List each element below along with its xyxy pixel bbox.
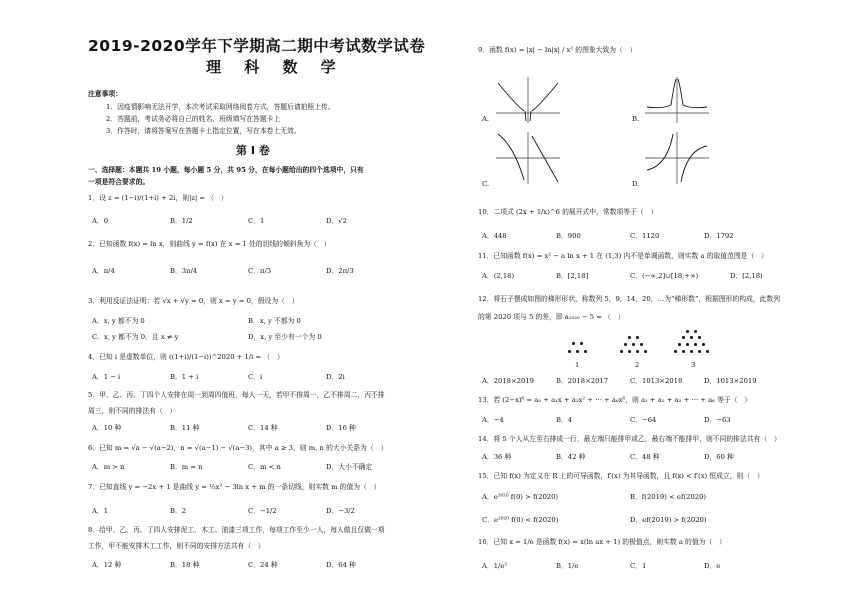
question-stem: 16．已知 x = 1/e 是函数 f(x) = x(ln ax + 1) 的极值点，则实数 a 的值为（ ） — [478, 538, 726, 546]
option: A．π/4 — [92, 267, 115, 275]
option: B．11 种 — [170, 424, 200, 432]
option: A．−4 — [482, 416, 504, 424]
option: D．[2,18) — [730, 272, 763, 280]
question-stem-cont: 周三，则不同的排法有（ ） — [88, 407, 177, 415]
option: C．π/3 — [248, 267, 272, 275]
graph-option-a — [494, 75, 562, 125]
question-stem-cont: 工作，甲不能安排木工工作，则不同的安排方法共有（ ） — [88, 542, 265, 550]
question-stem: 7．已知直线 y = −2x + 1 是曲线 y = ½x² − 3ln x + m 的一条切线，则实数 m 的值为（ ） — [88, 483, 381, 491]
note-item: 1．因疫情影响无法开学，本次考试采取网络阅卷方式，答题后请拍照上传。 — [106, 103, 335, 111]
option: C．1 — [248, 217, 265, 225]
question-stem: 13．若 (2−x)⁶ = a₀ + a₁x + a₂x² + ⋯ + a₆x⁶，则 a₁ + a₂ + a₃ + ⋯ + a₆ 等于（ ） — [478, 396, 752, 404]
option: D．16 种 — [326, 424, 356, 432]
option: A．e²⁰²⁰ f(0) > f(2020) — [482, 493, 559, 501]
graph-option-b — [643, 75, 711, 125]
question-stem: 1．设 z = (1−i)/(1+i) + 2i，则|z| = （ ） — [88, 194, 228, 202]
graph-option-c — [494, 130, 562, 186]
option: B．f(2019) < ef(2020) — [630, 493, 707, 501]
option: A．m > n — [92, 463, 125, 471]
option: C. — [482, 180, 490, 188]
trapezoid-stones-figure — [566, 336, 726, 372]
option: D．ef(2019) > f(2020) — [630, 516, 707, 524]
option: D．x, y 至少有一个为 0 — [248, 333, 322, 341]
option: D．大小不确定 — [326, 463, 373, 471]
option: D. — [632, 180, 640, 188]
section-instruction: 一项是符合要求的。 — [88, 178, 150, 186]
notes-heading: 注意事项： — [88, 90, 122, 98]
option: B．3π/4 — [170, 267, 198, 275]
option: C．−1/2 — [248, 507, 277, 515]
option: B．900 — [556, 232, 581, 240]
figure-label: 1 — [575, 361, 580, 369]
note-item: 2．答题前，考试务必将自己的姓名、班级填写在答题卡上 — [106, 115, 281, 123]
option: A．10 种 — [92, 424, 122, 432]
figure-label: 2 — [635, 361, 640, 369]
question-stem: 10．二项式 (2x + 1/x)^6 的展开式中，常数项等于（ ） — [478, 208, 658, 216]
section-instruction: 一、选择题：本题共 19 小题，每小题 5 分，共 95 分，在每小题给出的四个选项中，只有 — [88, 166, 364, 174]
option: C．24 种 — [248, 561, 278, 569]
graph-option-d — [643, 130, 711, 186]
option: D．−63 — [704, 416, 731, 424]
question-stem: 9．函数 f(x) = |x| − ln|x| / x² 的图象大致为（ ） — [478, 46, 637, 54]
option: A. — [482, 115, 490, 123]
question-stem: 12．将石子摆成如图的梯形形状，称数列 5，9，14，20，…为“梯形数”，根据图形的构成，此数列 — [478, 295, 780, 303]
question-stem: 6．已知 m = √a − √(a−2)，n = √(a−1) − √(a−3)，其中 a ≥ 3，则 m, n 的大小关系为（ ） — [88, 444, 388, 452]
option: B．4 — [556, 416, 573, 424]
section-heading: 第 I 卷 — [236, 144, 270, 157]
option: A．1 − i — [92, 373, 121, 381]
option: C．48 种 — [630, 453, 660, 461]
option: B．2018×2017 — [556, 377, 609, 385]
option: D．64 种 — [326, 561, 356, 569]
option: A．1 — [92, 507, 109, 515]
exam-subtitle: 理 科 数 学 — [206, 58, 345, 76]
option: B. — [632, 115, 640, 123]
option: D．−3/2 — [326, 507, 355, 515]
figure-label: 3 — [691, 361, 696, 369]
option: C．e²⁰²⁰ f(0) < f(2020) — [482, 516, 559, 524]
question-stem: 11．已知函数 f(x) = x² − a ln x + 1 在 (1,3) 内不是单调函数，则实数 a 的取值范围是（ ） — [478, 252, 768, 260]
question-stem: 14．将 5 个人从左至右排成一行，最左端只能排甲或乙，最右端不能排甲，则不同的排法共有（ ） — [478, 435, 781, 443]
option: C．1 — [630, 562, 647, 570]
question-stem: 15．已知 f(x) 为定义在 R 上的可导函数，f′(x) 为其导函数，且 f(x) < f′(x) 恒成立，则（ ） — [478, 472, 764, 480]
option: C．m < n — [248, 463, 281, 471]
option: B．1/2 — [170, 217, 193, 225]
option: B．1 + i — [170, 373, 199, 381]
option: D．e — [704, 562, 721, 570]
option: C．i — [248, 373, 263, 381]
option: A．448 — [482, 232, 507, 240]
note-item: 3．作答时，请将答案写在答题卡上指定位置，写在本卷上无效。 — [106, 127, 301, 135]
option: A．1/e² — [482, 562, 508, 570]
option: A．36 种 — [482, 453, 512, 461]
option: B．m = n — [170, 463, 203, 471]
option: D．2i — [326, 373, 345, 381]
option: B．42 种 — [556, 453, 586, 461]
option: C．−64 — [630, 416, 657, 424]
option: B．1/e — [556, 562, 579, 570]
question-stem: 3．利用反证法证明：若 √x + √y = 0，则 x = y = 0，假设为（ ） — [88, 297, 299, 305]
option: A．12 种 — [92, 561, 122, 569]
option: C．(−∞,2]∪[18,+∞) — [630, 272, 699, 280]
question-stem: 4．已知 i 是虚数单位，则 ((1+i)/(1−i))^2020 + 1/i = （ ） — [88, 353, 284, 361]
option: D．√2 — [326, 217, 347, 225]
option: B．18 种 — [170, 561, 200, 569]
question-stem-cont: 的第 2020 项与 5 的差，即 a₂₀₂₀ − 5 = （ ） — [478, 313, 625, 321]
option: C．1120 — [630, 232, 660, 240]
option: B．2 — [170, 507, 187, 515]
option: C．1013×2018 — [630, 377, 683, 385]
option: D．1013×2019 — [704, 377, 757, 385]
option: D．1792 — [704, 232, 734, 240]
question-stem: 5．甲、乙、丙、丁四个人安排在周一到周四值班，每人一天，若甲不排周一，乙不排周二，丙不排 — [88, 391, 385, 399]
option: C．x, y 都不为 0，且 x ≠ y — [92, 333, 179, 341]
option: A．2018×2019 — [482, 377, 534, 385]
option: D．2π/3 — [326, 267, 354, 275]
exam-title: 2019-2020学年下学期高二期中考试数学试卷 — [88, 37, 426, 55]
question-stem: 2．已知函数 f(x) = ln x，则曲线 y = f(x) 在 x = 1 处的切线的倾斜角为（ ） — [88, 240, 331, 248]
option: B．[2,18] — [556, 272, 589, 280]
option: A．(2,18) — [482, 272, 515, 280]
option: D．60 种 — [704, 453, 734, 461]
option: C．14 种 — [248, 424, 278, 432]
question-stem: 8．给甲、乙、丙、丁四人安排泥工、木工、油漆三项工作，每项工作至少一人，每人做且仅做一项 — [88, 526, 385, 534]
option: B．x, y 不都为 0 — [248, 317, 301, 325]
option: A．0 — [92, 217, 109, 225]
option: A．x, y 都不为 0 — [92, 317, 145, 325]
